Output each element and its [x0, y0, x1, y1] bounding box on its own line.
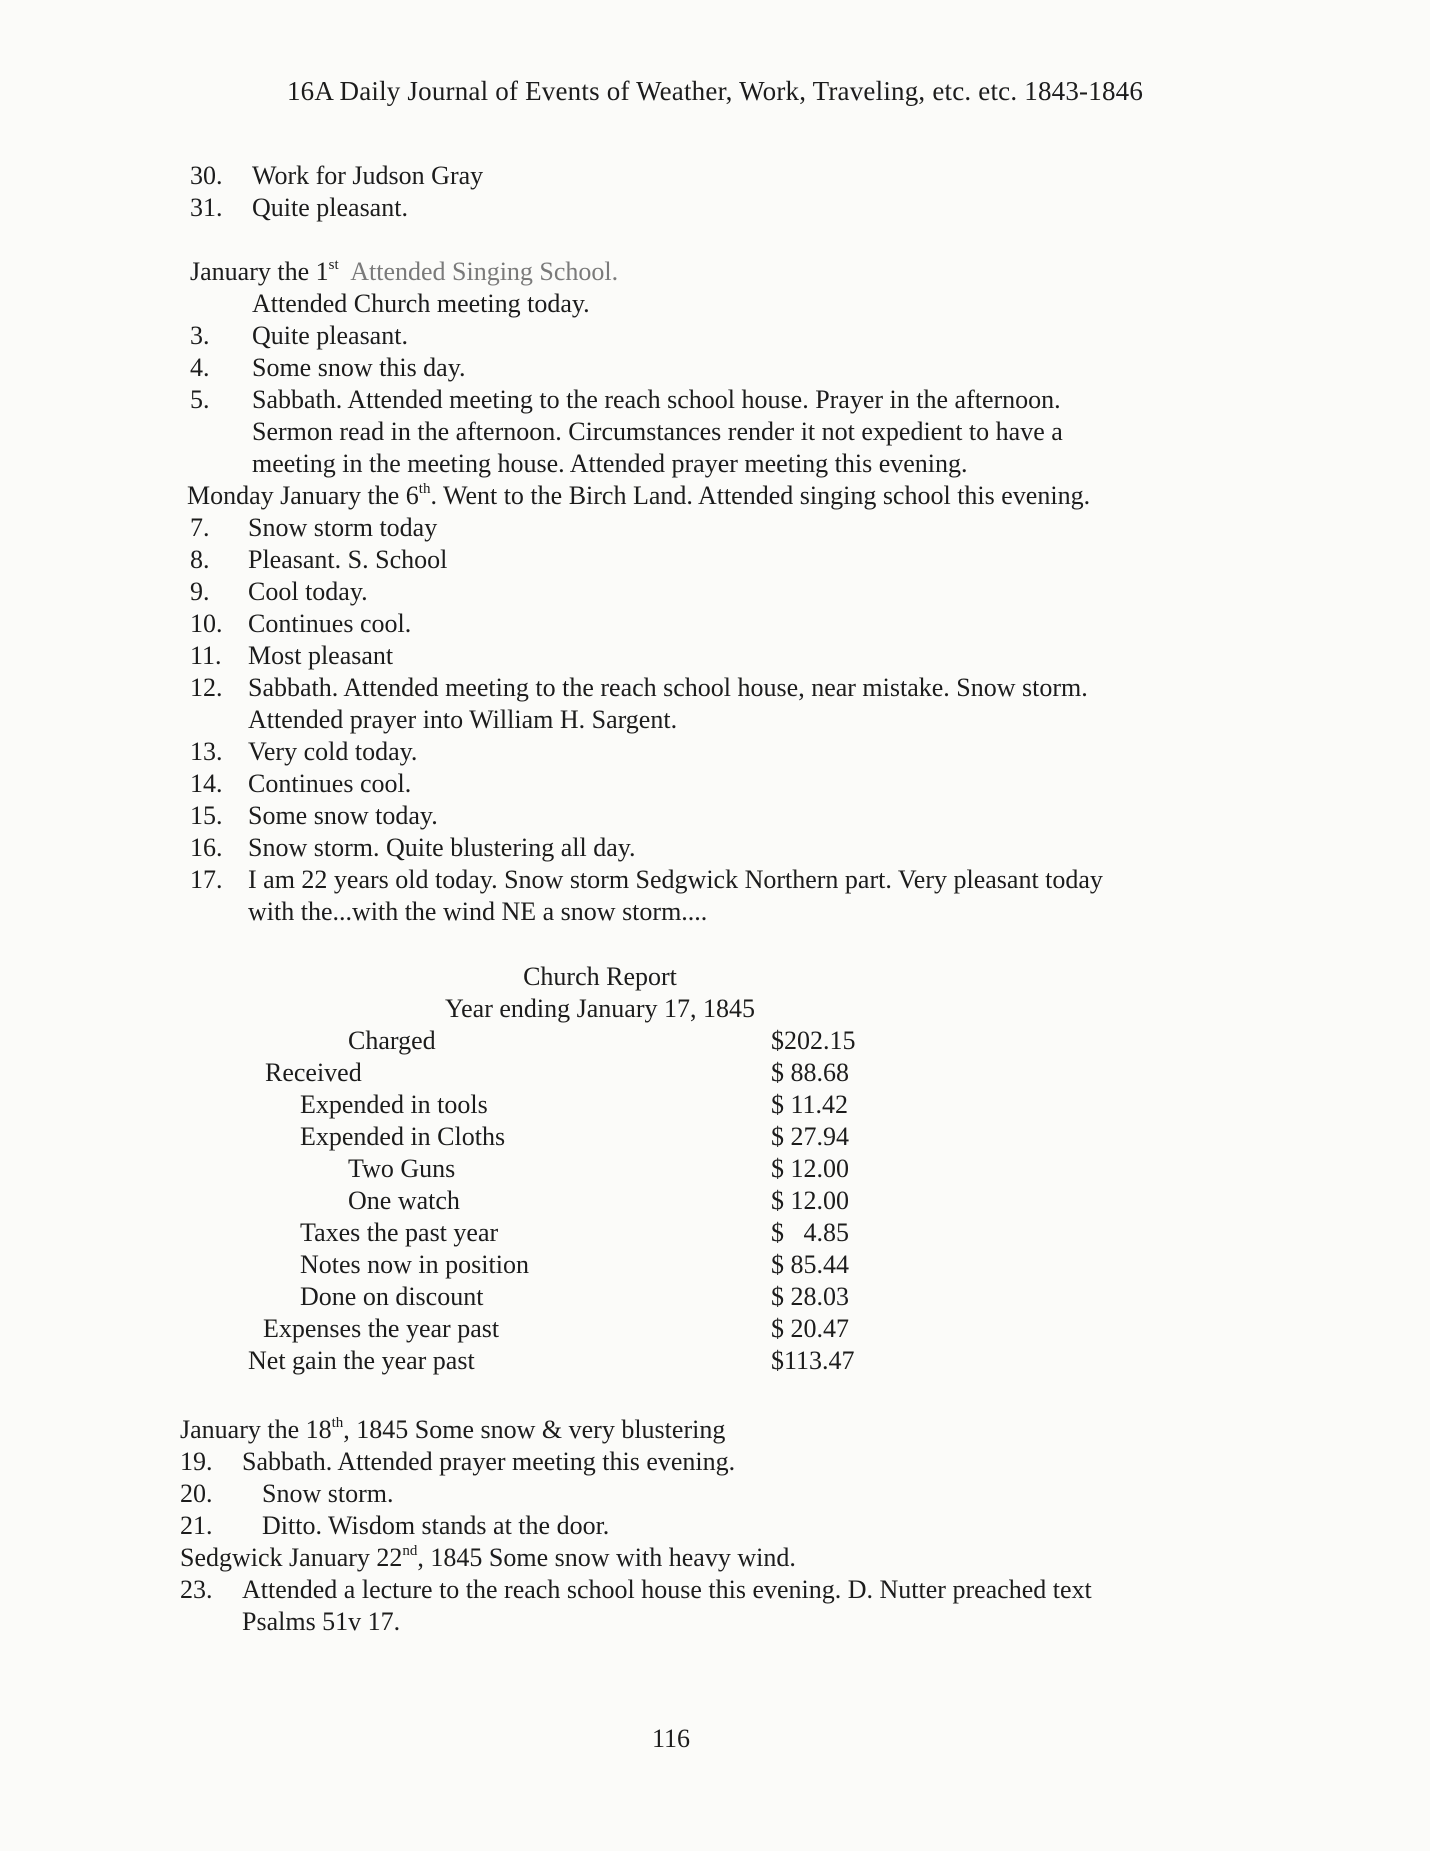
report-amount: $ 28.03 [771, 1282, 849, 1311]
entry-text: Sabbath. Attended prayer meeting this evening. [242, 1447, 736, 1476]
date-prefix: Monday January the 6 [187, 481, 419, 510]
report-label: Received [265, 1058, 362, 1087]
ordinal-suffix: th [331, 1415, 344, 1431]
entry-text: Snow storm. [262, 1479, 394, 1508]
entry-text: Cool today. [248, 577, 368, 606]
entry-number: 4. [190, 353, 210, 382]
report-label: One watch [348, 1186, 460, 1215]
ordinal-suffix: st [328, 257, 339, 273]
entry-text: with the...with the wind NE a snow storm.... [248, 897, 708, 926]
entry-number: 30. [190, 161, 223, 190]
entry-text: Some snow this day. [252, 353, 466, 382]
report-title: Church Report [523, 962, 677, 991]
entry-number: 3. [190, 321, 210, 350]
date-prefix: Sedgwick January 22 [180, 1543, 403, 1572]
entry-text: Continues cool. [248, 609, 412, 638]
entry-text: Attended Singing School. [350, 257, 619, 286]
report-amount: $ 4.85 [771, 1218, 849, 1247]
entry-text: Work for Judson Gray [252, 161, 484, 190]
ordinal-suffix: nd [402, 1543, 418, 1559]
report-label: Done on discount [300, 1282, 484, 1311]
page-number: 116 [651, 1724, 691, 1753]
ordinal-suffix: th [418, 481, 431, 497]
entry-number: 8. [190, 545, 210, 574]
entry-text: meeting in the meeting house. Attended prayer meeting this evening. [252, 449, 968, 478]
entry-text: Snow storm. Quite blustering all day. [248, 833, 636, 862]
report-amount: $ 12.00 [771, 1154, 849, 1183]
report-label: Taxes the past year [300, 1218, 499, 1247]
report-subtitle: Year ending January 17, 1845 [444, 994, 756, 1023]
report-amount: $ 88.68 [771, 1058, 849, 1087]
entry-text: . Went to the Birch Land. Attended singing school this evening. [430, 481, 1091, 510]
report-label: Two Guns [348, 1154, 456, 1183]
entry-text: Most pleasant [248, 641, 394, 670]
report-amount: $ 85.44 [771, 1250, 849, 1279]
date-prefix: January the 1 [190, 257, 329, 286]
entry-number: 19. [180, 1447, 213, 1476]
entry-number: 14. [190, 769, 223, 798]
entry-number: 16. [190, 833, 223, 862]
report-amount: $113.47 [771, 1346, 855, 1375]
entry-number: 7. [190, 513, 210, 542]
entry-text: Quite pleasant. [252, 321, 408, 350]
entry-text: Pleasant. S. School [248, 545, 448, 574]
entry-text: Some snow today. [248, 801, 438, 830]
entry-text: , 1845 Some snow & very blustering [343, 1415, 726, 1444]
report-amount: $202.15 [771, 1026, 856, 1055]
entry-text: Very cold today. [248, 737, 418, 766]
entry-number: 10. [190, 609, 223, 638]
entry-number: 13. [190, 737, 223, 766]
report-label: Expenses the year past [263, 1314, 500, 1343]
report-label: Expended in tools [300, 1090, 488, 1119]
entry-number: 20. [180, 1479, 213, 1508]
entry-text: I am 22 years old today. Snow storm Sedgwick Northern part. Very pleasant today [248, 865, 1103, 894]
entry-number: 12. [190, 673, 223, 702]
entry-number: 5. [190, 385, 210, 414]
entry-text: Ditto. Wisdom stands at the door. [262, 1511, 610, 1540]
entry-text: Sabbath. Attended meeting to the reach school house, near mistake. Snow storm. [248, 673, 1088, 702]
report-amount: $ 12.00 [771, 1186, 849, 1215]
report-amount: $ 11.42 [771, 1090, 849, 1119]
page-title: 16A Daily Journal of Events of Weather, Work, Traveling, etc. etc. 1843-1846 [286, 76, 1144, 106]
entry-number: 17. [190, 865, 223, 894]
report-amount: $ 20.47 [771, 1314, 849, 1343]
entry-number: 15. [190, 801, 223, 830]
entry-number: 31. [190, 193, 223, 222]
date-prefix: January the 18 [180, 1415, 332, 1444]
entry-number: 9. [190, 577, 210, 606]
entry-text: Quite pleasant. [252, 193, 408, 222]
entry-text: Psalms 51v 17. [242, 1607, 401, 1636]
entry-text: Attended prayer into William H. Sargent. [248, 705, 678, 734]
report-label: Notes now in position [300, 1250, 529, 1279]
entry-text: Attended Church meeting today. [252, 289, 590, 318]
report-label: Expended in Cloths [300, 1122, 506, 1151]
entry-text: Attended a lecture to the reach school house this evening. D. Nutter preached text [242, 1575, 1092, 1604]
entry-text: Sermon read in the afternoon. Circumstances render it not expedient to have a [252, 417, 1063, 446]
entry-number: 11. [190, 641, 222, 670]
entry-text: Continues cool. [248, 769, 412, 798]
entry-number: 23. [180, 1575, 213, 1604]
report-label: Charged [348, 1026, 436, 1055]
entry-text: Snow storm today [248, 513, 438, 542]
entry-text: Sabbath. Attended meeting to the reach school house. Prayer in the afternoon. [252, 385, 1061, 414]
report-label: Net gain the year past [248, 1346, 475, 1375]
entry-number: 21. [180, 1511, 213, 1540]
report-amount: $ 27.94 [771, 1122, 849, 1151]
entry-text: , 1845 Some snow with heavy wind. [417, 1543, 796, 1572]
